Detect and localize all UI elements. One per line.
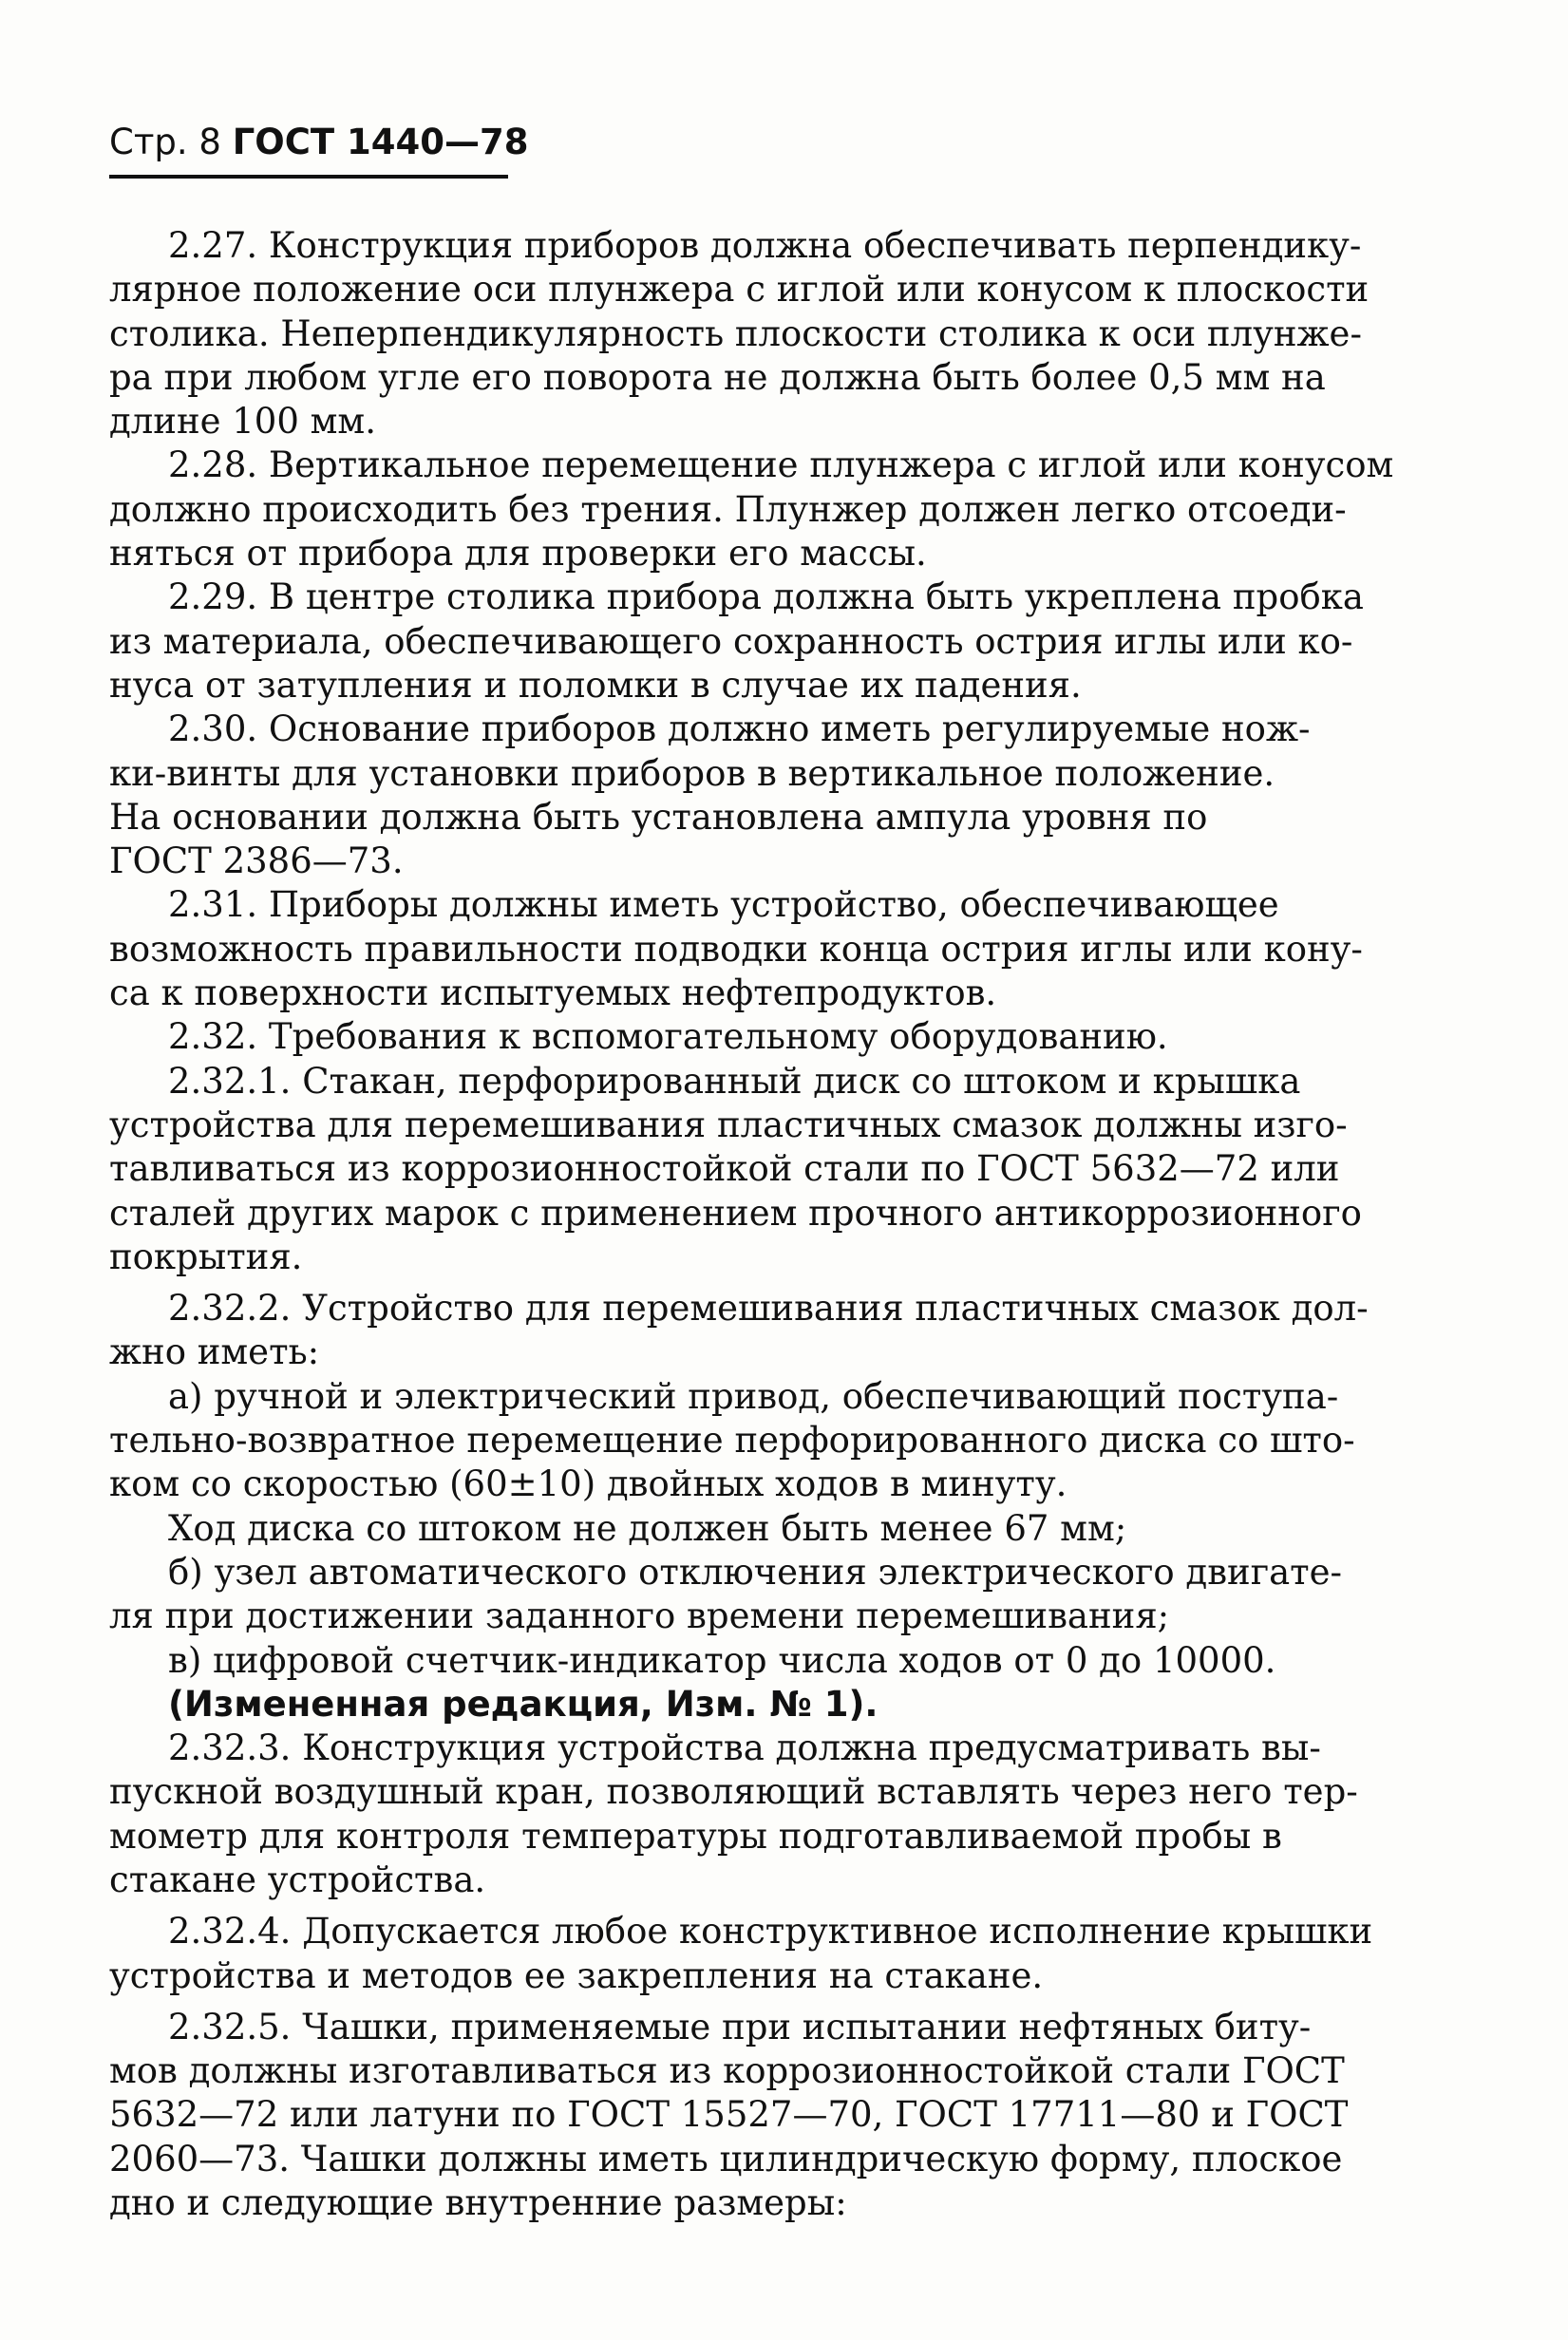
page-number: Стр. 8 (109, 122, 221, 162)
clause-2-31: 2.31. Приборы должны иметь устройство, обеспечивающее возможность правильности подводки конца острия иглы или кону- са к поверхности испытуемых нефтепродуктов. (109, 884, 1363, 1014)
clause-2-28: 2.28. Вертикальное перемещение плунжера с иглой или конусом должно происходить без трения. Плунжер должен легко отсоеди- няться от прибора для проверки его массы. (109, 444, 1394, 575)
amendment-note: (Измененная редакция, Изм. № 1). (168, 1683, 878, 1725)
clause-2-32-2-stroke-note: Ход диска со штоком не должен быть менее 67 мм; (168, 1507, 1127, 1549)
clause-2-32-1: 2.32.1. Стакан, перфорированный диск со штоком и крышка устройства для перемешивания пластичных смазок должны изго- тавливаться из коррозионностойкой стали по ГОСТ 5632—72 или сталей других марок с применением прочного антикоррозионного покрытия. (109, 1060, 1362, 1277)
clause-2-32-2-item-b: б) узел автоматического отключения электрического двигате- ля при достижении заданного времени перемешивания; (109, 1551, 1343, 1637)
running-header (109, 122, 528, 163)
header-rule (109, 175, 508, 179)
clause-2-32-5: 2.32.5. Чашки, применяемые при испытании нефтяных биту- мов должны изготавливаться из коррозионностойкой стали ГОСТ 5632—72 или латуни по ГОСТ 15527—70, ГОСТ 17711—80 и ГОСТ 2060—73. Чашки должны иметь цилиндрическую форму, плоское дно и следующие внутренние размеры: (109, 2006, 1349, 2224)
clause-2-32: 2.32. Требования к вспомогательному оборудованию. (168, 1016, 1168, 1058)
clause-2-30: 2.30. Основание приборов должно иметь регулируемые нож- ки-винты для установки приборов в вертикальное положение. На основании должна быть установлена ампула уровня по ГОСТ 2386—73. (109, 708, 1311, 882)
clause-2-29: 2.29. В центре столика прибора должна быть укреплена пробка из материала, обеспечивающего сохранность острия иглы или ко- нуса от затупления и поломки в случае их падения. (109, 576, 1364, 706)
clause-2-32-3: 2.32.3. Конструкция устройства должна предусматривать вы- пускной воздушный кран, позволяющий вставлять через него тер- мометр для контроля температуры подготавливаемой пробы в стакане устройства. (109, 1727, 1358, 1900)
standard-number: ГОСТ 1440—78 (232, 122, 529, 162)
clause-2-32-2: 2.32.2. Устройство для перемешивания пластичных смазок дол- жно иметь: (109, 1288, 1369, 1373)
clause-2-27: 2.27. Конструкция приборов должна обеспечивать перпендику- лярное положение оси плунжера с иглой или конусом к плоскости столика. Неперпендикулярность плоскости столика к оси плунже- ра при любом угле его поворота не должна быть более 0,5 мм на длине 100 мм. (109, 225, 1370, 443)
body-text (109, 224, 1439, 2225)
clause-2-32-4: 2.32.4. Допускается любое конструктивное исполнение крышки устройства и методов ее закрепления на стакане. (109, 1911, 1373, 1996)
clause-2-32-2-item-v: в) цифровой счетчик-индикатор числа ходов от 0 до 10000. (168, 1639, 1276, 1681)
clause-2-32-2-item-a: а) ручной и электрический привод, обеспечивающий поступа- тельно-возвратное перемещение перфорированного диска со што- ком со скоростью (60±10) двойных ходов в минуту. (109, 1375, 1355, 1505)
